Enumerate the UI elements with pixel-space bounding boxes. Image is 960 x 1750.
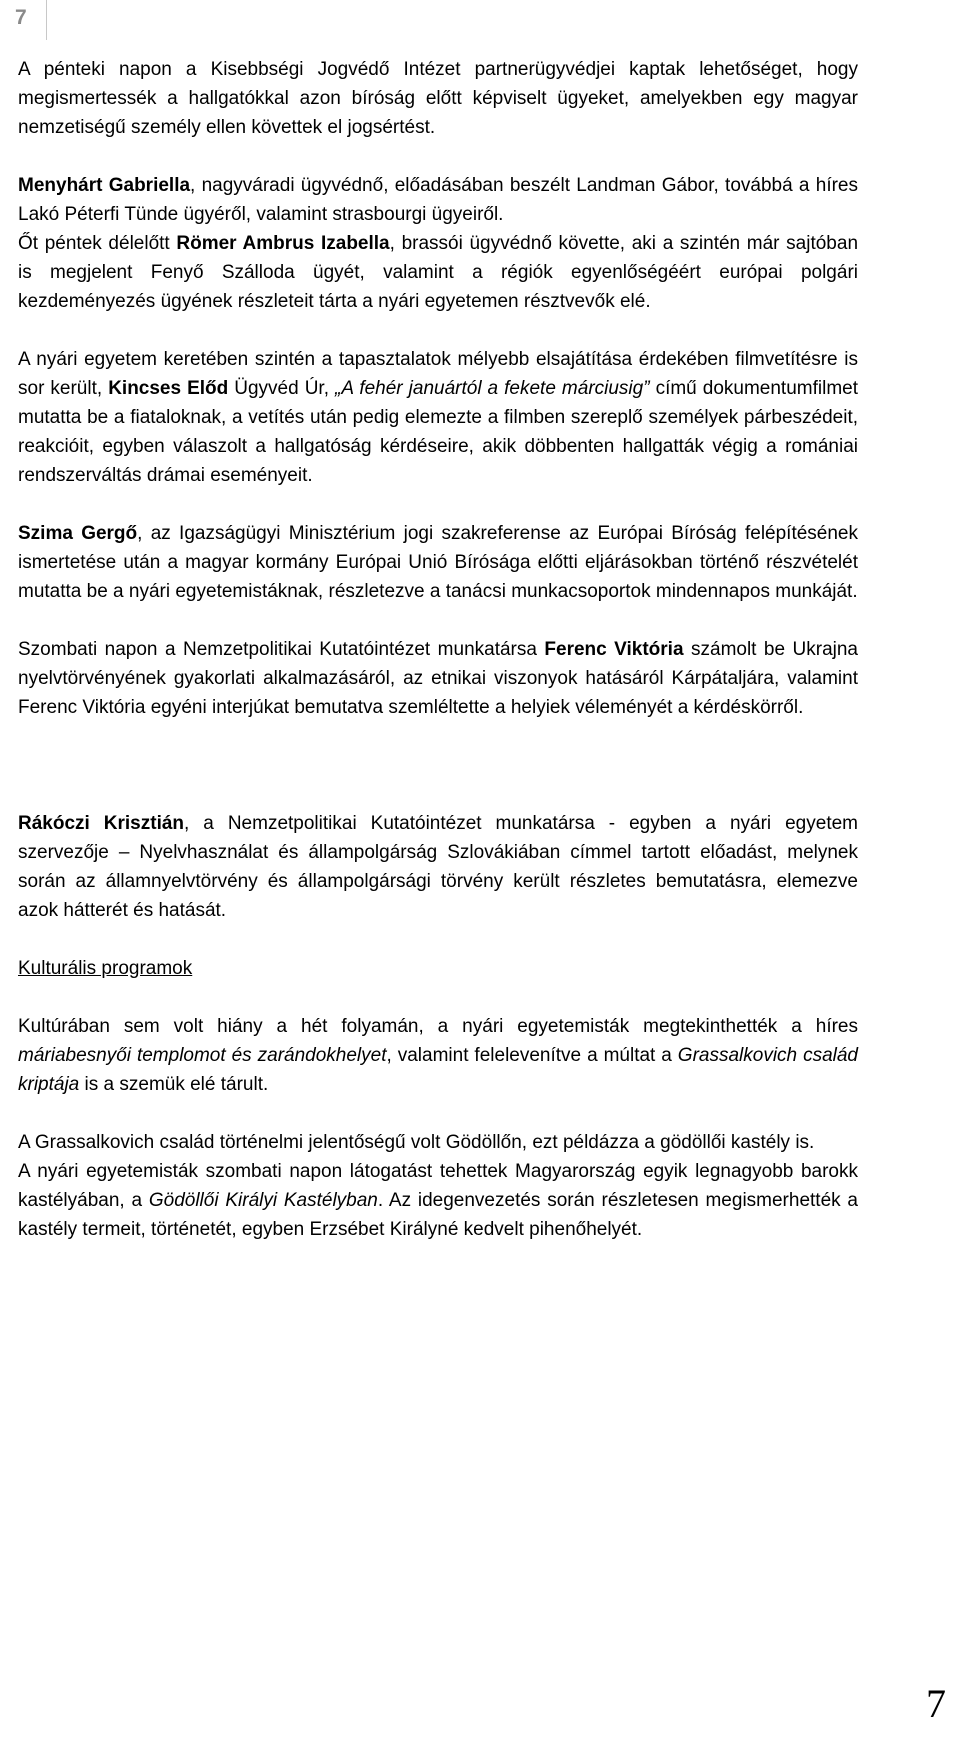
document-body: [18, 55, 858, 1244]
paragraph-grassalkovich: A Grassalkovich család történelmi jelentőségű volt Gödöllőn, ezt példázza a gödöllői kastély is.: [18, 1132, 815, 1153]
place-name: máriabesnyői templomot és zarándokhelyet: [18, 1045, 387, 1066]
paragraph-ferenc: Szombati napon a Nemzetpolitikai Kutatóintézet munkatársa Ferenc Viktória számolt be Ukrajna nyelvtörvényének gyakorlati alkalmazásáról, az etnikai viszonyok hatásáról Kárpátaljára, valamint Ferenc Viktória egyéni interjúkat bemutatva szemléltette a helyiek véleményét a kérdéskörről.: [18, 639, 858, 718]
paragraph-menyhart: Menyhárt Gabriella, nagyváradi ügyvédnő, előadásában beszélt Landman Gábor, továbbá a híres Lakó Péterfi Tünde ügyéről, valamint strasbourgi ügyeiről.: [18, 175, 858, 225]
speaker-name: Szima Gergő: [18, 523, 138, 544]
speaker-name: Kincses Előd: [108, 378, 229, 399]
paragraph-film: A nyári egyetem keretében szintén a tapasztalatok mélyebb elsajátítása érdekében filmvetítésre is sor került, Kincses Előd Ügyvéd Úr, „A fehér januártól a fekete márciusig” című dokumentumfilmet mutatta be a fiataloknak, a vetítés után pedig elemezte a filmben szereplő személyek párbeszédeit, reakcióit, egyben válaszolt a hallgatóság kérdéseire, akik döbbenten hallgatták végig a romániai rendszerváltás drámai eseményeit.: [18, 349, 858, 486]
page-number-footer: 7: [926, 1681, 946, 1726]
place-name: Gödöllői Királyi Kastélyban: [148, 1190, 378, 1211]
place-name: Grassalkovich család kriptája: [18, 1045, 858, 1095]
paragraph-castle: A nyári egyetemisták szombati napon látogatást tehettek Magyarország egyik legnagyobb barokk kastélyában, a Gödöllői Királyi Kastélyban. Az idegenvezetés során részletesen megismerhették a kastély termeit, történetét, egyben Erzsébet Királyné kedvelt pihenőhelyét.: [18, 1161, 859, 1240]
paragraph-rakoczi: Rákóczi Krisztián, a Nemzetpolitikai Kutatóintézet munkatársa - egyben a nyári egyetem szervezője – Nyelvhasználat és állampolgárság Szlovákiában címmel tartott előadást, melynek során az államnyelvtörvény és állampolgársági törvény került részletes bemutatásra, elemezve azok hátterét és hatását.: [18, 813, 858, 921]
page-number-header-text: 7: [15, 6, 27, 29]
section-heading: Kulturális programok: [18, 958, 193, 979]
paragraph-szima: Szima Gergő, az Igazságügyi Minisztérium jogi szakreferense az Európai Bíróság felépítésének ismertetése után a magyar kormány Európai Unió Bírósága előtti eljárásokban történő részvételét mutatta be a nyári egyetemistáknak, részletezve a tanácsi munkacsoportok mindennapos munkáját.: [18, 523, 858, 602]
paragraph-culture: Kultúrában sem volt hiány a hét folyamán, a nyári egyetemisták megtekinthették a híres máriabesnyői templomot és zarándokhelyet, valamint felelevenítve a múltat a Grassalkovich család kriptája is a szemük elé tárult.: [18, 1016, 858, 1095]
paragraph-romer: Őt péntek délelőtt Römer Ambrus Izabella, brassói ügyvédnő követte, aki a szintén már sajtóban is megjelent Fenyő Szálloda ügyét, valamint a régiók egyenlőségéért európai polgári kezdeményezés ügyének részleteit tárta a nyári egyetemen résztvevők elé.: [18, 233, 859, 312]
film-title: „A fehér januártól a fekete márciusig”: [335, 378, 650, 399]
speaker-name: Menyhárt Gabriella: [18, 175, 191, 196]
speaker-name: Römer Ambrus Izabella: [176, 233, 390, 254]
speaker-name: Rákóczi Krisztián: [18, 813, 185, 834]
speaker-name: Ferenc Viktória: [544, 639, 684, 660]
page-number-header: [0, 0, 47, 40]
paragraph-intro: A pénteki napon a Kisebbségi Jogvédő Intézet partnerügyvédjei kaptak lehetőséget, hogy megismertessék a hallgatókkal azon bíróság előtt képviselt ügyeket, amelyekben egy magyar nemzetiségű személy ellen követtek el jogsértést.: [18, 59, 858, 138]
